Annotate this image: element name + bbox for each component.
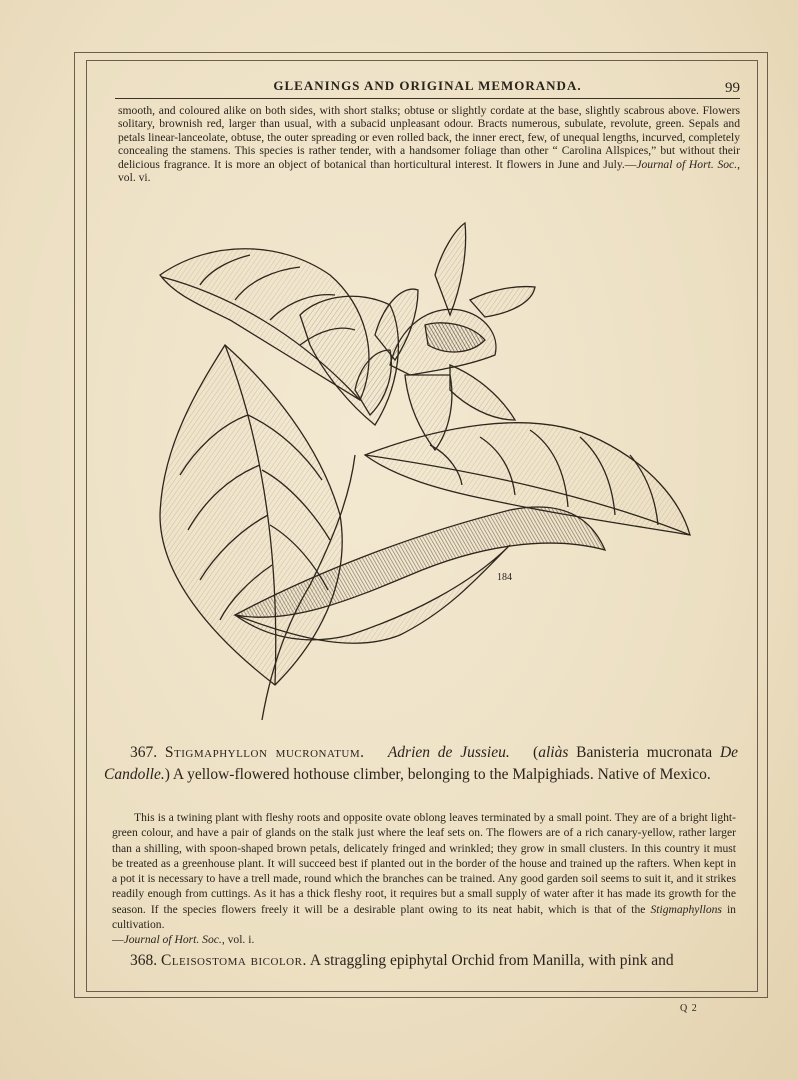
genus-name: Stigmaphyllons [650, 902, 722, 916]
continued-paragraph [118, 104, 740, 184]
running-head: GLEANINGS AND ORIGINAL MEMORANDA. [273, 78, 582, 93]
page-header [115, 76, 740, 99]
entry-367-number: 367. [130, 744, 158, 761]
alias-authority: De Candolle. [104, 744, 739, 783]
body-text-end: in cultivation. [112, 902, 736, 932]
entry-367-description: A yellow-flowered hothouse climber, belonging to the Malpighiads. Native of Mexico. [169, 766, 711, 783]
body-citation-journal: Journal of Hort. Soc. [123, 933, 222, 947]
entry-368 [104, 950, 738, 972]
citation-volume: , vol. vi. [118, 157, 741, 185]
alias-name: Banisteria mucronata [568, 744, 720, 761]
entry-367 [104, 742, 738, 786]
figure-number: 184 [497, 572, 512, 583]
signature-mark: Q 2 [680, 1003, 698, 1014]
entry-368-number: 368. [130, 952, 158, 969]
alias-open: ( [533, 744, 539, 761]
body-text: This is a twining plant with fleshy roots and opposite ovate oblong leaves terminated by a small point. They are of a bright light-green colour, and have a pair of glands on the stalk just where the leaf sets on. The flowers are of a rich canary-yellow, rather larger than a shilling, with spoon-shaped brown petals, delicately fringed and wrinkled; they grow in small clusters. In this country it must be treated as a greenhouse plant. It will succeed best if planted out in the border of the house and trained up the rafters. When kept in a pot it is necessary to have a trell made, round which the branches can be trained. Any good garden soil seems to suit it, and it strikes readily enough from cuttings. As it has a thick fleshy root, it requires but a small supply of water after it has made its growth for the season. If the species flowers freely it will be a desirable plant owing to its neat habit, which is that of the [112, 811, 736, 916]
entry-367-authority: Adrien de Jussieu. [387, 744, 510, 761]
citation-dash: — [112, 933, 124, 947]
page-number: 99 [725, 80, 740, 96]
flower [355, 223, 535, 450]
entry-367-name: Stigmaphyllon mucronatum. [164, 744, 365, 761]
entry-367-body [112, 810, 736, 948]
citation-journal: Journal of Hort. Soc. [636, 157, 738, 171]
continued-paragraph-text: smooth, and coloured alike on both sides, with short stalks; obtuse or slightly cordate at the base, slightly scabrous above. Flowers solitary, brownish red, larger than usual, with a subacid unpleasant odour. Bracts numerous, subulate, revolute, green. Sepals and petals linear-lanceolate, obtuse, the outer spreading or even rolled back, the inner erect, few, of unequal lengths, incurved, completely concealing the stamens. This species is rather tender, with a handsomer foliage than other “ Carolina Allspices,” but without their delicious fragrance. It is more an object of botanical than horticultural interest. It flowers in June and July.— [118, 104, 740, 171]
leaf-lower-left [160, 345, 342, 685]
entry-368-description: A straggling epiphytal Orchid from Manilla, with pink and [306, 952, 674, 969]
entry-368-name: Cleisostoma bicolor. [161, 952, 307, 969]
alias-close: ) [164, 766, 170, 783]
botanical-illustration [150, 215, 710, 725]
alias-label: aliàs [538, 744, 569, 761]
body-citation-volume: , vol. i. [221, 933, 255, 947]
